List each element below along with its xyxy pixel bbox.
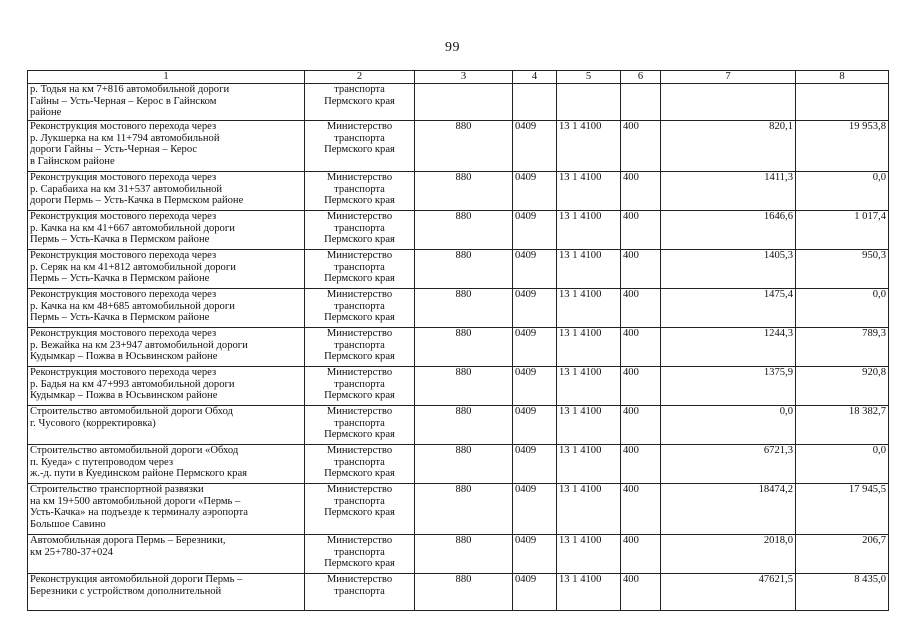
- ministry-code-cell: [415, 84, 513, 121]
- target-item-cell: 13 1 4100: [557, 211, 621, 250]
- expense-type-cell: 400: [621, 121, 661, 172]
- ministry-code-cell: 880: [415, 289, 513, 328]
- amount-col7-cell: 6721,3: [661, 445, 796, 484]
- section-code-cell: [513, 84, 557, 121]
- amount-col7-cell: 0,0: [661, 406, 796, 445]
- ministry-code-cell: 880: [415, 406, 513, 445]
- table-row: [28, 445, 889, 484]
- ministry-code-cell: 880: [415, 484, 513, 535]
- amount-col8-cell: 19 953,8: [796, 121, 889, 172]
- section-code-cell: 0409: [513, 172, 557, 211]
- target-item-cell: 13 1 4100: [557, 574, 621, 611]
- section-code-cell: 0409: [513, 535, 557, 574]
- section-code-cell: 0409: [513, 121, 557, 172]
- target-item-cell: 13 1 4100: [557, 121, 621, 172]
- table-row: [28, 250, 889, 289]
- administrator-cell: Министерство транспорта Пермского края: [305, 289, 415, 328]
- project-name-cell: Реконструкция автомобильной дороги Пермь – Березники с устройством дополнительной: [28, 574, 305, 611]
- section-code-cell: 0409: [513, 367, 557, 406]
- column-header: 6: [621, 71, 661, 84]
- section-code-cell: 0409: [513, 250, 557, 289]
- column-header: 3: [415, 71, 513, 84]
- ministry-code-cell: 880: [415, 445, 513, 484]
- target-item-cell: 13 1 4100: [557, 289, 621, 328]
- target-item-cell: 13 1 4100: [557, 328, 621, 367]
- amount-col8-cell: 950,3: [796, 250, 889, 289]
- page-number: 99: [445, 40, 460, 55]
- target-item-cell: 13 1 4100: [557, 367, 621, 406]
- amount-col7-cell: 47621,5: [661, 574, 796, 611]
- expense-type-cell: 400: [621, 328, 661, 367]
- ministry-code-cell: 880: [415, 250, 513, 289]
- project-name-cell: Реконструкция мостового перехода через р. Качка на км 41+667 автомобильной дороги Пермь – Усть-Качка в Пермском районе: [28, 211, 305, 250]
- amount-col7-cell: 1475,4: [661, 289, 796, 328]
- expense-type-cell: [621, 84, 661, 121]
- target-item-cell: 13 1 4100: [557, 406, 621, 445]
- administrator-cell: Министерство транспорта Пермского края: [305, 172, 415, 211]
- section-code-cell: 0409: [513, 484, 557, 535]
- table-row: [28, 367, 889, 406]
- target-item-cell: 13 1 4100: [557, 172, 621, 211]
- target-item-cell: 13 1 4100: [557, 535, 621, 574]
- project-name-cell: Автомобильная дорога Пермь – Березники, км 25+780-37+024: [28, 535, 305, 574]
- project-name-cell: Реконструкция мостового перехода через р. Вежайка на км 23+947 автомобильной дороги Кудымкар – Пожва в Юсьвинском районе: [28, 328, 305, 367]
- budget-table: [27, 70, 889, 611]
- amount-col8-cell: 920,8: [796, 367, 889, 406]
- administrator-cell: Министерство транспорта Пермского края: [305, 328, 415, 367]
- expense-type-cell: 400: [621, 289, 661, 328]
- expense-type-cell: 400: [621, 574, 661, 611]
- administrator-cell: Министерство транспорта Пермского края: [305, 211, 415, 250]
- expense-type-cell: 400: [621, 211, 661, 250]
- project-name-cell: Реконструкция мостового перехода через р. Лукшерка на км 11+794 автомобильной дороги Гайны – Усть-Черная – Керос в Гайнском районе: [28, 121, 305, 172]
- administrator-cell: Министерство транспорта Пермского края: [305, 406, 415, 445]
- table-row: [28, 484, 889, 535]
- administrator-cell: транспорта Пермского края: [305, 84, 415, 121]
- amount-col8-cell: 789,3: [796, 328, 889, 367]
- amount-col7-cell: 1244,3: [661, 328, 796, 367]
- amount-col8-cell: 8 435,0: [796, 574, 889, 611]
- target-item-cell: [557, 84, 621, 121]
- table-row: [28, 289, 889, 328]
- section-code-cell: 0409: [513, 574, 557, 611]
- project-name-cell: Реконструкция мостового перехода через р. Сарабаиха на км 31+537 автомобильной дороги Пермь – Усть-Качка в Пермском районе: [28, 172, 305, 211]
- amount-col7-cell: 1405,3: [661, 250, 796, 289]
- column-header: 5: [557, 71, 621, 84]
- column-header: 4: [513, 71, 557, 84]
- project-name-cell: Реконструкция мостового перехода через р. Бадья на км 47+993 автомобильной дороги Кудымкар – Пожва в Юсьвинском районе: [28, 367, 305, 406]
- administrator-cell: Министерство транспорта Пермского края: [305, 445, 415, 484]
- administrator-cell: Министерство транспорта Пермского края: [305, 535, 415, 574]
- amount-col7-cell: 1646,6: [661, 211, 796, 250]
- amount-col7-cell: 18474,2: [661, 484, 796, 535]
- project-name-cell: Строительство транспортной развязки на км 19+500 автомобильной дороги «Пермь – Усть-Качка» на подъезде к терминалу аэропорта Большое Савино: [28, 484, 305, 535]
- amount-col7-cell: [661, 84, 796, 121]
- ministry-code-cell: 880: [415, 574, 513, 611]
- amount-col8-cell: 17 945,5: [796, 484, 889, 535]
- ministry-code-cell: 880: [415, 367, 513, 406]
- amount-col8-cell: 0,0: [796, 445, 889, 484]
- ministry-code-cell: 880: [415, 172, 513, 211]
- administrator-cell: Министерство транспорта Пермского края: [305, 484, 415, 535]
- column-header: 2: [305, 71, 415, 84]
- expense-type-cell: 400: [621, 445, 661, 484]
- project-name-cell: Реконструкция мостового перехода через р. Качка на км 48+685 автомобильной дороги Пермь – Усть-Качка в Пермском районе: [28, 289, 305, 328]
- target-item-cell: 13 1 4100: [557, 484, 621, 535]
- amount-col7-cell: 820,1: [661, 121, 796, 172]
- expense-type-cell: 400: [621, 367, 661, 406]
- amount-col8-cell: 1 017,4: [796, 211, 889, 250]
- ministry-code-cell: 880: [415, 211, 513, 250]
- administrator-cell: Министерство транспорта Пермского края: [305, 121, 415, 172]
- amount-col7-cell: 1411,3: [661, 172, 796, 211]
- expense-type-cell: 400: [621, 535, 661, 574]
- administrator-cell: Министерство транспорта: [305, 574, 415, 611]
- section-code-cell: 0409: [513, 328, 557, 367]
- table-row: [28, 84, 889, 121]
- expense-type-cell: 400: [621, 172, 661, 211]
- expense-type-cell: 400: [621, 406, 661, 445]
- table-row: [28, 211, 889, 250]
- section-code-cell: 0409: [513, 406, 557, 445]
- amount-col8-cell: [796, 84, 889, 121]
- table-body: [28, 84, 889, 611]
- project-name-cell: Реконструкция мостового перехода через р. Серяк на км 41+812 автомобильной дороги Пермь – Усть-Качка в Пермском районе: [28, 250, 305, 289]
- column-header: 7: [661, 71, 796, 84]
- target-item-cell: 13 1 4100: [557, 250, 621, 289]
- amount-col8-cell: 206,7: [796, 535, 889, 574]
- project-name-cell: Строительство автомобильной дороги Обход г. Чусового (корректировка): [28, 406, 305, 445]
- administrator-cell: Министерство транспорта Пермского края: [305, 367, 415, 406]
- section-code-cell: 0409: [513, 445, 557, 484]
- table-row: [28, 328, 889, 367]
- table-row: [28, 535, 889, 574]
- project-name-cell: Строительство автомобильной дороги «Обход п. Куеда» с путепроводом через ж.-д. пути в Куединском районе Пермского края: [28, 445, 305, 484]
- ministry-code-cell: 880: [415, 121, 513, 172]
- administrator-cell: Министерство транспорта Пермского края: [305, 250, 415, 289]
- ministry-code-cell: 880: [415, 535, 513, 574]
- project-name-cell: р. Тодья на км 7+816 автомобильной дороги Гайны – Усть-Черная – Керос в Гайнском районе: [28, 84, 305, 121]
- table-header-row: [28, 71, 889, 84]
- section-code-cell: 0409: [513, 211, 557, 250]
- expense-type-cell: 400: [621, 484, 661, 535]
- amount-col8-cell: 18 382,7: [796, 406, 889, 445]
- table-row: [28, 574, 889, 611]
- column-header: 8: [796, 71, 889, 84]
- table-row: [28, 406, 889, 445]
- expense-type-cell: 400: [621, 250, 661, 289]
- table-row: [28, 121, 889, 172]
- amount-col7-cell: 2018,0: [661, 535, 796, 574]
- table-row: [28, 172, 889, 211]
- amount-col8-cell: 0,0: [796, 172, 889, 211]
- column-header: 1: [28, 71, 305, 84]
- amount-col8-cell: 0,0: [796, 289, 889, 328]
- amount-col7-cell: 1375,9: [661, 367, 796, 406]
- section-code-cell: 0409: [513, 289, 557, 328]
- ministry-code-cell: 880: [415, 328, 513, 367]
- target-item-cell: 13 1 4100: [557, 445, 621, 484]
